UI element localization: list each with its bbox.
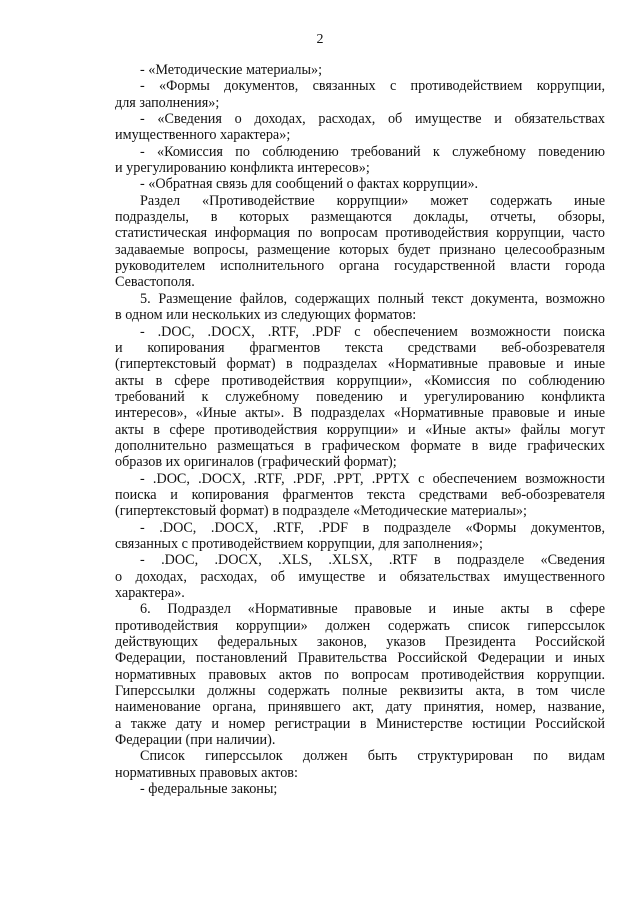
paragraph — [115, 520, 605, 553]
text-line: 5. Размещение файлов, содержащих полный текст документа, возможно — [140, 290, 605, 307]
text-line: о доходах, расходах, об имуществе и обязательствах имущественного — [115, 568, 605, 585]
text-line: нормативных правовых актов: — [115, 764, 298, 781]
paragraph — [115, 601, 605, 748]
paragraph — [115, 291, 605, 324]
text-line: для заполнения»; — [115, 94, 220, 111]
text-line: Список гиперссылок должен быть структурирован по видам — [140, 748, 605, 765]
paragraph — [115, 324, 605, 471]
paragraph — [115, 552, 605, 601]
text-line: характера». — [115, 585, 185, 601]
text-line: Федерации (при наличии). — [115, 732, 276, 749]
text-line: Раздел «Противодействие коррупции» может содержать иные — [140, 192, 605, 209]
text-line: статистическая информация по вопросам противодействия коррупции, часто — [115, 225, 605, 242]
paragraph — [115, 471, 605, 520]
text-line: - .DOC, .DOCX, .XLS, .XLSX, .RTF в подразделе «Сведения — [140, 552, 605, 569]
text-line: Севастополя. — [115, 274, 195, 291]
text-line: - федеральные законы; — [140, 781, 278, 798]
text-line: - «Сведения о доходах, расходах, об имуществе и обязательствах — [140, 111, 605, 128]
text-line: имущественного характера»; — [115, 127, 291, 144]
text-line: - .DOC, .DOCX, .RTF, .PDF, .PPT, .PPTX с обеспечением возможности — [140, 470, 605, 487]
text-line: дополнительно размещаться в графическом формате в виде графических — [115, 437, 605, 454]
paragraph — [115, 111, 605, 144]
text-line: а также дату и номер регистрации в Министерстве юстиции Российской — [115, 715, 605, 732]
text-line: образов их оригиналов (графический формат); — [115, 454, 397, 471]
text-line: руководителем исполнительного органа государственной власти города — [115, 258, 605, 275]
text-line: 6. Подраздел «Нормативные правовые и иные акты в сфере — [140, 601, 605, 618]
text-line: акты в сфере противодействия коррупции» и «Иные акты» файлы могут — [115, 421, 605, 438]
text-line: подразделы, в которых размещаются доклады, отчеты, обзоры, — [115, 209, 605, 226]
text-line: - «Методические материалы»; — [140, 62, 323, 78]
text-line: - .DOC, .DOCX, .RTF, .PDF с обеспечением возможности поиска — [140, 323, 605, 340]
text-line: требований к служебному поведению и урегулированию конфликта — [115, 388, 605, 405]
paragraph — [115, 193, 605, 291]
text-line: задаваемые вопросы, размещение которых будет признано целесообразным — [115, 241, 605, 258]
text-line: в одном или нескольких из следующих форматов: — [115, 307, 417, 324]
text-line: - «Комиссия по соблюдению требований к служебному поведению — [140, 143, 605, 160]
text-line: наименование органа, принявшего акт, дату принятия, номер, название, — [115, 699, 605, 716]
paragraph — [115, 748, 605, 781]
paragraph — [115, 78, 605, 111]
text-line: Федерации, постановлений Правительства Российской Федерации и иных — [115, 650, 605, 667]
text-line: и урегулированию конфликта интересов»; — [115, 160, 370, 177]
document-body — [115, 62, 605, 797]
text-line: поиска и копирования фрагментов текста средствами веб-обозревателя — [115, 486, 605, 503]
text-line: противодействия коррупции» должен содержать список гиперссылок — [115, 617, 605, 634]
paragraph — [115, 62, 605, 78]
page-number: 2 — [316, 32, 324, 47]
text-line: нормативных правовых актов по вопросам противодействия коррупции. — [115, 666, 605, 683]
paragraph — [115, 144, 605, 177]
text-line: действующих федеральных законов, указов Президента Российской — [115, 634, 605, 651]
text-line: интересов», «Иные акты». В подразделах «Нормативные правовые и иные — [115, 405, 605, 422]
text-line: (гипертекстовый формат) в подразделах «Нормативные правовые и иные — [115, 356, 605, 373]
paragraph — [115, 176, 605, 192]
text-line: акты в сфере противодействия коррупции», «Комиссия по соблюдению — [115, 372, 605, 389]
text-line: связанных с противодействием коррупции, для заполнения»; — [115, 535, 483, 552]
text-line: (гипертекстовый формат) в подразделе «Методические материалы»; — [115, 503, 527, 520]
text-line: - .DOC, .DOCX, .RTF, .PDF в подразделе «Формы документов, — [140, 519, 605, 536]
paragraph — [115, 781, 605, 797]
text-line: Гиперссылки должны содержать полные реквизиты акта, в том числе — [115, 683, 605, 700]
text-line: - «Формы документов, связанных с противодействием коррупции, — [140, 78, 605, 95]
text-line: - «Обратная связь для сообщений о фактах коррупции». — [140, 176, 479, 193]
text-line: и копирования фрагментов текста средствами веб-обозревателя — [115, 339, 605, 356]
